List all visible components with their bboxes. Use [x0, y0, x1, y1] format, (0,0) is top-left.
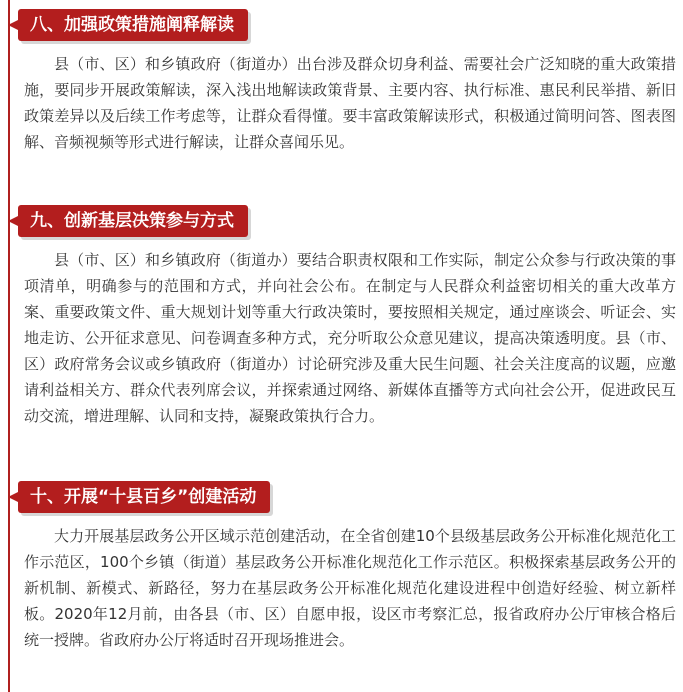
section-body: 大力开展基层政务公开区域示范创建活动，在全省创建10个县级基层政务公开标准化规范化工作示范区，100个乡镇（街道）基层政务公开标准化规范化工作示范区。积极探索基层政务公开的新机制、新模式、新路径，努力在基层政务公开标准化规范化建设进程中创造好经验、树立新样板。2020年12月前，由各县（市、区）自愿申报，设区市考察汇总，报省政府办公厅审核合格后统一授牌。省政府办公厅将适时召开现场推进会。	[24, 527, 676, 649]
section-heading-wrap	[18, 205, 248, 237]
section-heading-wrap	[18, 481, 270, 513]
section-body: 县（市、区）和乡镇政府（街道办）出台涉及群众切身利益、需要社会广泛知晓的重大政策措施，要同步开展政策解读，深入浅出地解读政策背景、主要内容、执行标准、惠民利民举措、新旧政策差异以及后续工作考虑等，让群众看得懂。要丰富政策解读形式，积极通过简明问答、图表图解、音频视频等形式进行解读，让群众喜闻乐见。	[24, 55, 676, 151]
section-heading: 十、开展“十县百乡”创建活动	[18, 481, 270, 513]
section-heading-wrap	[18, 9, 248, 41]
section-heading: 八、加强政策措施阐释解读	[18, 9, 248, 41]
section-body: 县（市、区）和乡镇政府（街道办）要结合职责权限和工作实际，制定公众参与行政决策的事项清单，明确参与的范围和方式，并向社会公布。在制定与人民群众利益密切相关的重大改革方案、重要政策文件、重大规划计划等重大行政决策时，要按照相关规定，通过座谈会、听证会、实地走访、公开征求意见、问卷调查多种方式，充分听取公众意见建议，提高决策透明度。县（市、区）政府常务会议或乡镇政府（街道办）讨论研究涉及重大民生问题、社会关注度高的议题，应邀请利益相关方、群众代表列席会议，并探索通过网络、新媒体直播等方式向社会公开，促进政民互动交流，增进理解、认同和支持，凝聚政策执行合力。	[24, 251, 676, 425]
left-accent-rail	[8, 0, 10, 692]
section-heading: 九、创新基层决策参与方式	[18, 205, 248, 237]
